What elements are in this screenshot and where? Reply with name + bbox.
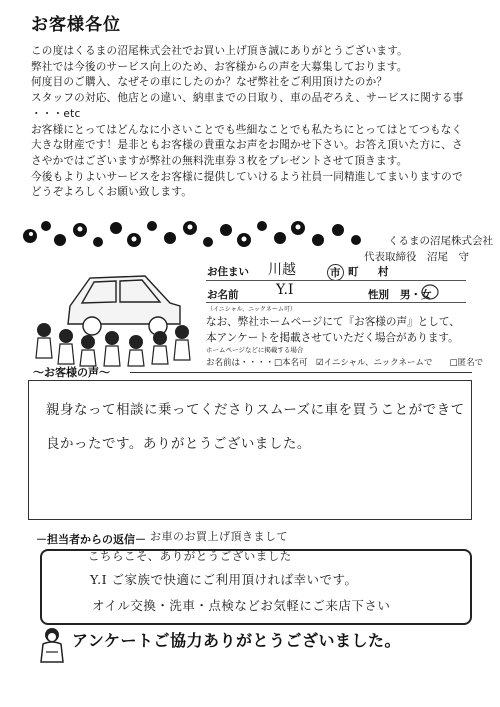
intro-text <box>31 44 481 201</box>
bowing-person-icon <box>36 626 68 666</box>
city-suffix: 市 <box>327 264 344 281</box>
reply-heading: －担当者からの返信－ <box>36 533 146 546</box>
intro-line: 大きな財産です！是非ともお客様の貴重なお声をお聞かせ下さい。お答え頂いた方に、さ <box>31 139 463 152</box>
intro-line: 何度目のご購入、なぜその車にしたのか？なぜ弊社をご利用頂けたのか？ <box>31 76 388 89</box>
address-underline <box>206 280 466 281</box>
thanks-message: アンケートご協力ありがとうございました。 <box>72 631 402 650</box>
address-value: 川越 <box>268 262 296 278</box>
car-people-illustration <box>30 258 200 368</box>
voice-line: 親身なって相談に乗ってくださりスムーズに車を買うことができて <box>46 402 465 418</box>
village-suffix: 村 <box>378 266 389 278</box>
intro-line: 弊社では今後のサービス向上のため、お客様からの声を大募集しております。 <box>31 60 408 73</box>
intro-line: この度はくるまの沼尾株式会社でお買い上げ頂き誠にありがとうございます。 <box>31 45 408 57</box>
name-underline <box>206 302 466 303</box>
page-title: お客様各位 <box>31 15 121 35</box>
name-note: （イニシャル、ニックネーム可） <box>207 306 296 313</box>
reply-line: オイル交換・洗車・点検などお気軽にご来店下さい <box>92 598 391 613</box>
reply-line: こちらこそ、ありがとうございました <box>88 549 292 563</box>
leaf-decoration <box>22 212 372 260</box>
voice-heading: ～お客様の声～ <box>33 366 110 379</box>
voice-line: 良かったです。ありがとうございました。 <box>46 436 311 452</box>
publish-note: ホームページなどに掲載する場合 <box>206 346 304 354</box>
representative-name: 代表取締役 沼尾 守 <box>364 251 469 263</box>
notice-line: 本アンケートを掲載させていただく場合があります。 <box>206 332 459 344</box>
intro-line: ・・・etc <box>31 107 81 120</box>
intro-line: 今後もよりよいサービスをお客様に提供していけるよう社員一同精進してまいりますので <box>31 170 463 183</box>
town-suffix: 町 <box>348 266 359 278</box>
intro-line: さやかではございますが弊社の無料洗車券３枚をプレゼントさせて頂きます。 <box>31 154 408 167</box>
intro-line: スタッフの対応、他店との違い、納車までの日取り、車の品ぞろえ、サービスに関する事 <box>31 92 464 105</box>
publish-notice <box>206 314 460 346</box>
address-label: お住まい <box>207 266 249 278</box>
reply-line: Y.I ご家族で快適にご利用頂ければ幸いです。 <box>90 572 358 587</box>
reply-line: お車のお買上げ頂きまして <box>150 530 288 543</box>
intro-line: お客様にとってはどんなに小さいことでも些細なことでも私たちにとってはとてつもなく <box>31 123 463 136</box>
publish-options: お名前は・・・・□本名可 ☑イニシャル、ニックネームで □匿名で <box>206 358 484 368</box>
name-value: Y.I <box>276 282 294 298</box>
company-info <box>364 233 493 265</box>
gender-value: 男・女 <box>400 289 432 301</box>
gender-circle-mark <box>420 283 440 301</box>
voice-heading-rule <box>130 372 472 373</box>
intro-line: どうぞよろしくお願い致します。 <box>31 186 193 199</box>
notice-line: なお、弊社ホームページにて『お客様の声』として、 <box>206 316 460 328</box>
gender-label: 性別 <box>368 289 389 301</box>
name-label: お名前 <box>207 289 239 301</box>
company-name: くるまの沼尾株式会社 <box>388 235 493 247</box>
